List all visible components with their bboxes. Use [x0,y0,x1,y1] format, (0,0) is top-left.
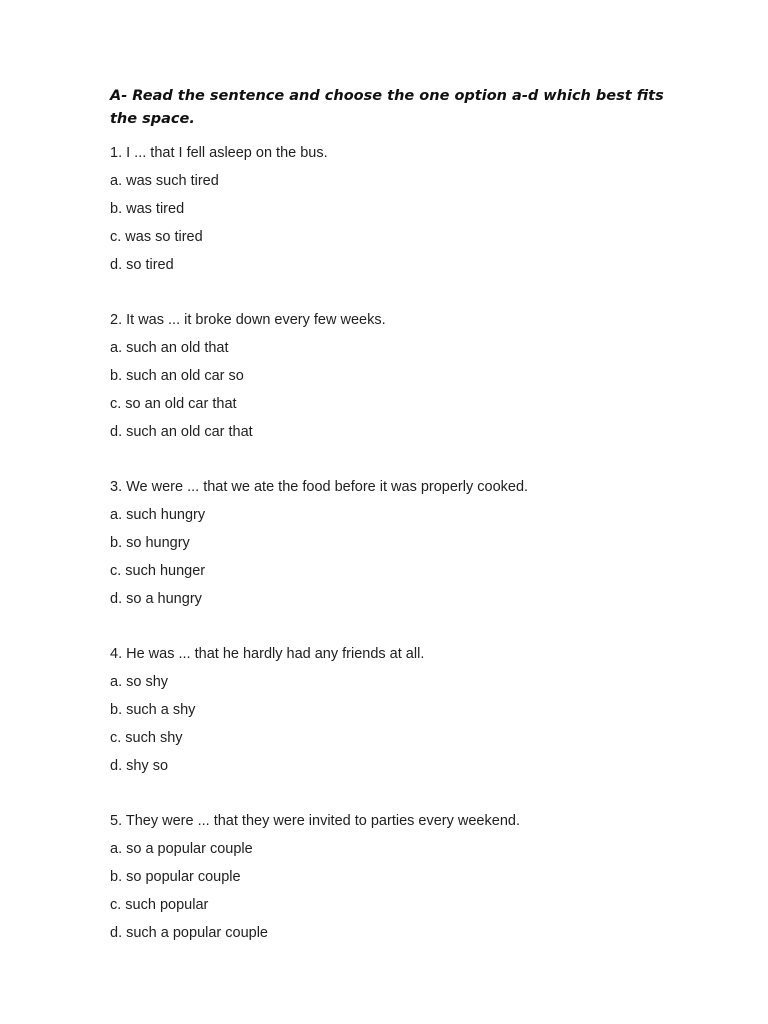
option-c: c. such hunger [110,563,206,579]
worksheet-heading: A- Read the sentence and choose the one option a-d which best fits the space. [110,88,664,127]
question-5 [110,807,670,947]
option-a: a. so a popular couple [110,841,253,857]
option-b: b. such an old car so [110,368,244,384]
option-d: d. such a popular couple [110,925,268,941]
option-d: d. shy so [110,758,169,774]
option-b: b. such a shy [110,702,196,718]
question-3 [110,473,670,613]
question-text: 5. They were ... that they were invited to parties every weekend. [110,813,520,829]
question-text: 2. It was ... it broke down every few weeks. [110,312,386,328]
option-b: b. was tired [110,201,185,217]
option-c: c. such popular [110,897,209,913]
option-c: c. so an old car that [110,396,237,412]
option-a: a. was such tired [110,173,219,189]
option-b: b. so popular couple [110,869,241,885]
option-d: d. such an old car that [110,424,253,440]
option-a: a. such hungry [110,507,206,523]
option-c: c. was so tired [110,229,203,245]
question-text: 1. I ... that I fell asleep on the bus. [110,145,328,161]
question-text: 3. We were ... that we ate the food before it was properly cooked. [110,479,529,495]
question-text: 4. He was ... that he hardly had any friends at all. [110,646,425,662]
worksheet-page [110,85,670,974]
option-d: d. so a hungry [110,591,202,607]
option-c: c. such shy [110,730,183,746]
option-a: a. such an old that [110,340,229,356]
question-2 [110,306,670,446]
option-b: b. so hungry [110,535,190,551]
question-4 [110,640,670,780]
option-a: a. so shy [110,674,169,690]
question-1 [110,139,670,279]
option-d: d. so tired [110,257,174,273]
